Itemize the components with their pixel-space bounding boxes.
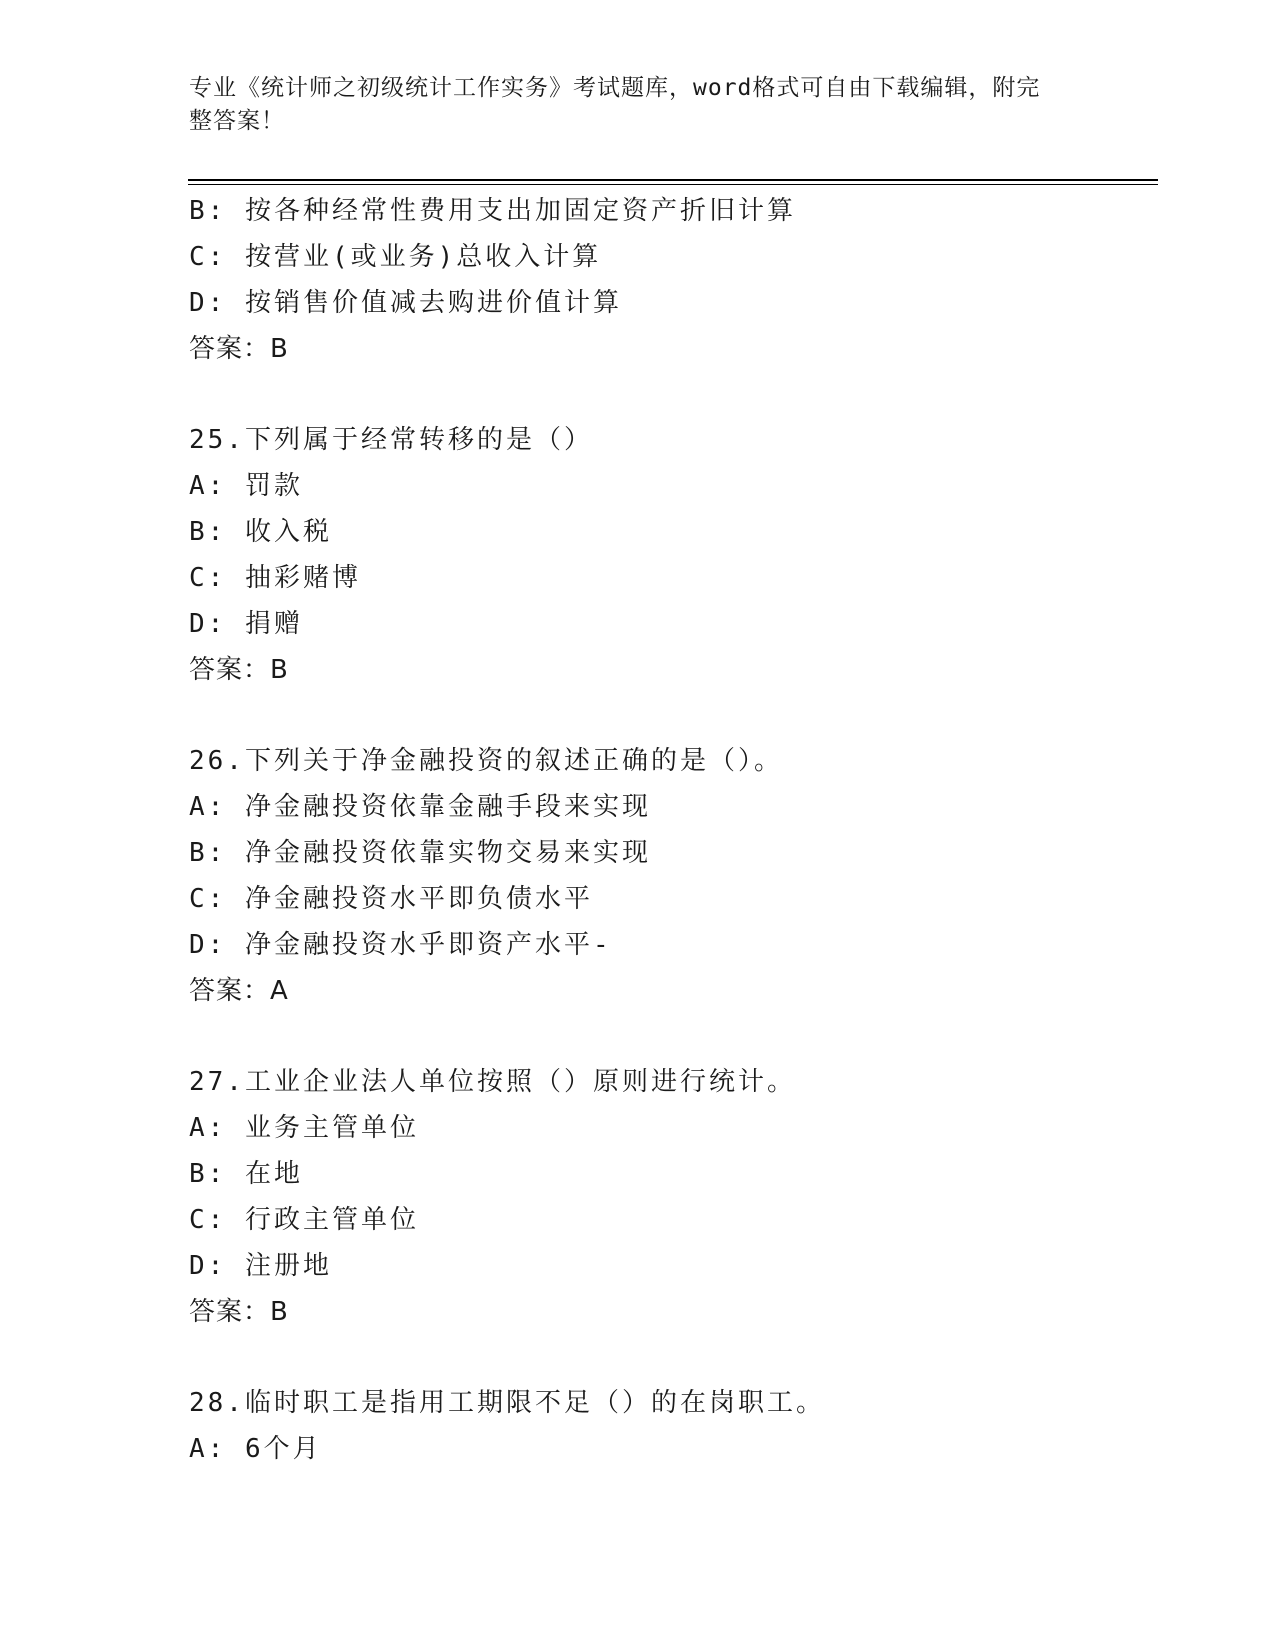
- answer: 答案：A: [189, 976, 289, 1006]
- answer: 答案：B: [189, 1297, 289, 1327]
- option-a: A: 业务主管单位: [189, 1113, 419, 1143]
- question-stem: 27.工业企业法人单位按照（）原则进行统计。: [189, 1067, 796, 1097]
- option-b: B: 在地: [189, 1159, 303, 1189]
- question-list: [189, 188, 1149, 1472]
- question-stem: 26.下列关于净金融投资的叙述正确的是（）。: [189, 746, 783, 776]
- option-a: A: 6个月: [189, 1434, 322, 1464]
- question-24-continued: [189, 188, 1149, 372]
- option-d: D: 净金融投资水乎即资产水平-: [189, 930, 612, 960]
- answer: 答案：B: [189, 655, 289, 685]
- header-line-2: 整答案！: [189, 108, 285, 134]
- spacer: [189, 1014, 1149, 1059]
- option-a: A: 罚款: [189, 471, 303, 501]
- option-a: A: 净金融投资依靠金融手段来实现: [189, 792, 651, 822]
- header-line-1: 专业《统计师之初级统计工作实务》考试题库，word格式可自由下载编辑，附完: [189, 75, 1041, 101]
- question-stem: 25.下列属于经常转移的是（）: [189, 425, 593, 455]
- spacer: [189, 1335, 1149, 1380]
- header-divider-thick: [188, 179, 1158, 181]
- option-c: C: 按营业(或业务)总收入计算: [189, 242, 602, 272]
- option-b: B: 按各种经常性费用支出加固定资产折旧计算: [189, 196, 796, 226]
- option-d: D: 注册地: [189, 1251, 332, 1281]
- spacer: [189, 693, 1149, 738]
- option-b: B: 收入税: [189, 517, 332, 547]
- option-c: C: 净金融投资水平即负债水平: [189, 884, 593, 914]
- question-27: [189, 1059, 1149, 1335]
- spacer: [189, 372, 1149, 417]
- option-c: C: 抽彩赌博: [189, 563, 361, 593]
- question-stem: 28.临时职工是指用工期限不足（）的在岗职工。: [189, 1388, 825, 1418]
- option-d: D: 捐赠: [189, 609, 303, 639]
- question-25: [189, 417, 1149, 693]
- option-b: B: 净金融投资依靠实物交易来实现: [189, 838, 651, 868]
- option-c: C: 行政主管单位: [189, 1205, 419, 1235]
- question-26: [189, 738, 1149, 1014]
- question-28: [189, 1380, 1149, 1472]
- document-header: [189, 72, 1069, 138]
- option-d: D: 按销售价值减去购进价值计算: [189, 288, 622, 318]
- answer: 答案：B: [189, 334, 289, 364]
- header-divider-thin: [188, 184, 1158, 185]
